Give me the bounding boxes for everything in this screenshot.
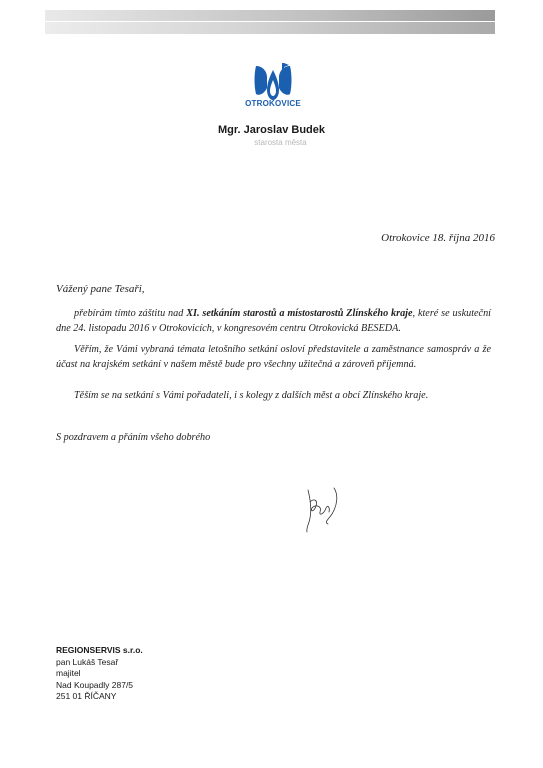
salutation: Vážený pane Tesaři, <box>56 283 145 295</box>
paragraph-1 <box>56 306 491 336</box>
recipient-title: majitel <box>56 668 81 678</box>
recipient-street: Nad Koupadly 287/5 <box>56 679 134 690</box>
paragraph-3 <box>56 388 491 403</box>
recipient-city: 251 01 ŘÍČANY <box>56 691 117 701</box>
recipient-address <box>56 645 143 703</box>
paragraph-1-end: , které se uskuteční dne 24. listopadu 2016 v Otrokovicích, v kongresovém centru Otrokovická BESEDA. <box>56 308 491 334</box>
event-name: XI. setkáním starostů a místostarostů Zlínského kraje <box>186 308 413 319</box>
paragraph-3-text: Těším se na setkání s Vámi pořadateli, i s kolegy z dalších měst a obcí Zlínského kraje. <box>74 390 429 401</box>
city-logo-text: OTROKOVICE <box>245 99 301 108</box>
paragraph-2 <box>56 342 491 372</box>
paragraph-1-start: přebírám tímto záštitu nad <box>74 308 187 319</box>
closing: S pozdravem a přáním všeho dobrého <box>56 432 211 443</box>
paragraph-2-text: Věřím, že Vámi vybraná témata letošního setkání osloví představitele a zaměstnance samospráv a že účast na krajském setkání v našem městě bude pro všechny užitečná a zároveň příjemná. <box>56 344 491 370</box>
handwritten-signature <box>298 478 354 536</box>
recipient-company: REGIONSERVIS s.r.o. <box>56 645 143 655</box>
letter-date: Otrokovice 18. října 2016 <box>381 232 495 244</box>
sender-role: starosta města <box>254 138 307 147</box>
recipient-name: pan Lukáš Tesař <box>56 656 119 667</box>
city-emblem-icon <box>252 60 294 104</box>
sender-name: Mgr. Jaroslav Budek <box>218 124 325 136</box>
header-decorative-bar <box>45 10 495 34</box>
